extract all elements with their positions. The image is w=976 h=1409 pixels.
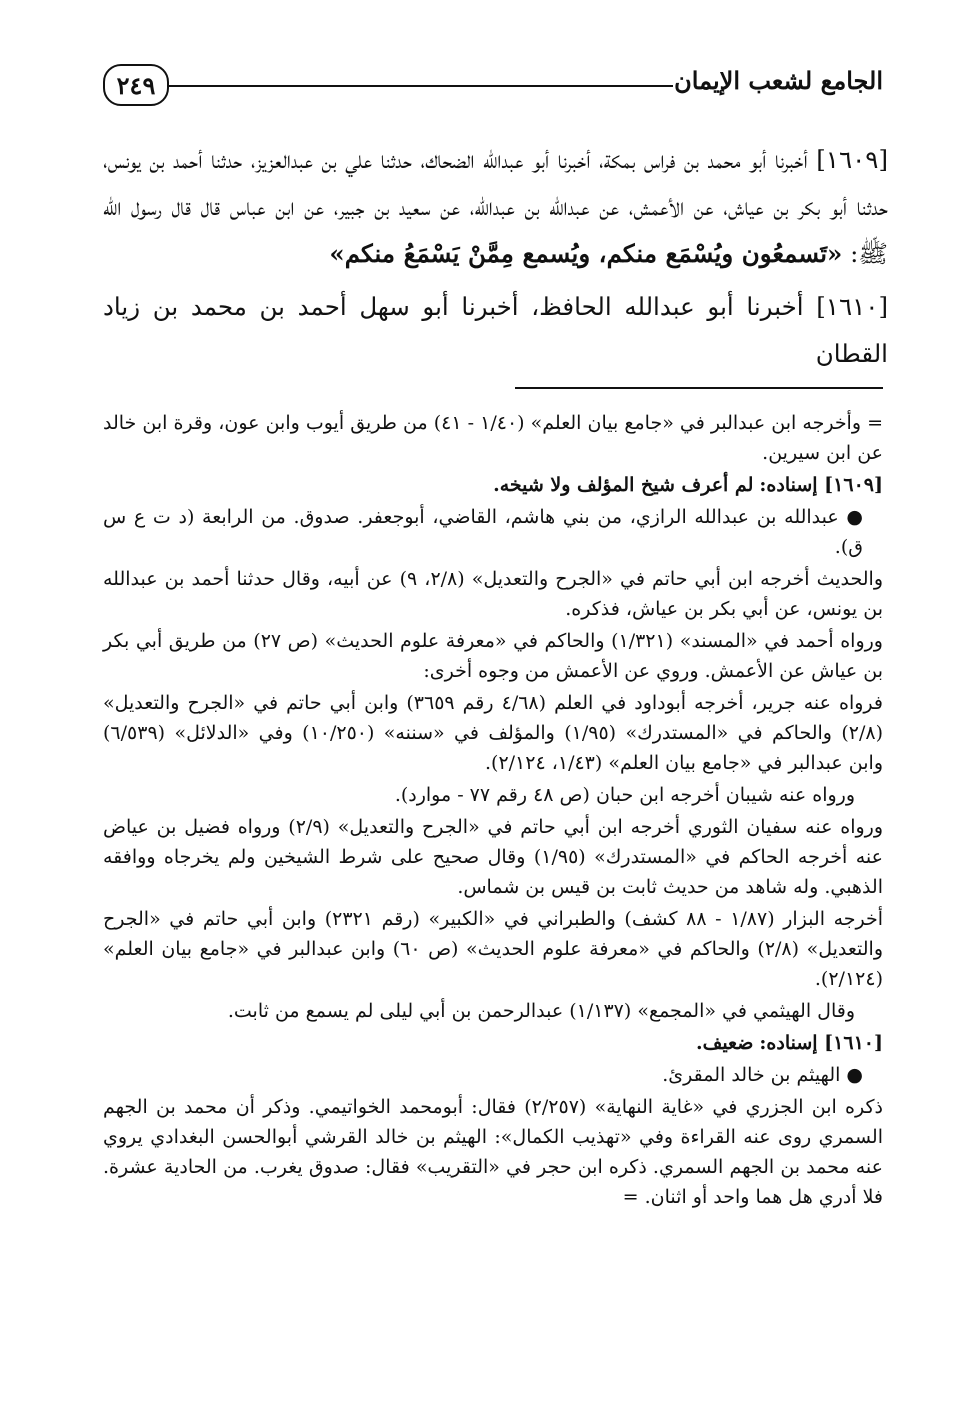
footnote-para-1: والحديث أخرجه ابن أبي حاتم في «الجرح والتعديل» (٢/٨، ٩) عن أبيه، وقال حدثنا أحمد بن عبدالله بن يونس، عن أبي بكر بن عياش، فذكره. <box>103 568 884 620</box>
footnote-1610-rawi: ● الهيثم بن خالد المقرئ. <box>662 1064 863 1086</box>
footnote-1610-heading <box>103 1028 883 1058</box>
entry-1609-hadith: «تَسمعُون ويُسْمَع منكم، ويُسمع مِمَّنْ يَسْمَعُ منكم» <box>329 239 843 268</box>
page-header <box>103 58 883 112</box>
header-rule <box>169 85 673 87</box>
footnote-para-6: أخرجه البزار (١/٨٧ - ٨٨ كشف) والطبراني في «الكبير» (رقم ٢٣٢١) وابن أبي حاتم في «الجرح والتعديل» (٢/٨) والحاكم في «معرفة علوم الحديث» (ص ٦٠) وابن عبدالبر في «جامع بيان العلم» (٢/١٢٤). <box>103 908 884 990</box>
footnote-para-7: وقال الهيثمي في «المجمع» (١/١٣٧) عبدالرحمن بن أبي ليلى لم يسمع من ثابت. <box>227 1000 855 1022</box>
footnotes <box>103 408 883 1214</box>
footnote-para-4: ورواه عنه شيبان أخرجه ابن حبان (ص ٤٨ رقم ٧٧ - موارد). <box>394 784 855 806</box>
entry-1610-text: [١٦١٠] أخبرنا أبو عبدالله الحافظ، أخبرنا أبو سهل أحمد بن محمد بن زياد القطان <box>103 292 888 368</box>
footnote-1609-heading <box>103 470 883 500</box>
footnote-1609-label: [١٦٠٩] إسناده: <box>759 474 883 496</box>
main-text <box>103 136 888 383</box>
entry-1609-text: [١٦٠٩] أخبرنا أبو محمد بن فراس بمكة، أخبرنا أبو عبدالله الضحاك، حدثنا علي بن عبدالعزيز، حدثنا أحمد بن يونس، حدثنا أبو بكر بن عياش، عن الأعمش، عن عبدالله بن عبدالله، عن سعيد بن جبير، عن ابن عباس قال قال رسول الله ﷺ: <box>103 145 889 268</box>
footnote-continuation: = وأخرجه ابن عبدالبر في «جامع بيان العلم» (١/٤٠ - ٤١) من طريق أيوب وابن عون، وقرة ابن خالد عن ابن سيرين. <box>103 412 884 464</box>
entry-1609 <box>103 136 888 277</box>
footnote-1609-rawi: ● عبدالله بن عبدالله الرازي، من بني هاشم، القاضي، أبوجعفر. صدوق. من الرابعة (د ت ع س ق). <box>103 506 863 558</box>
continuation-mark: = <box>622 1186 639 1208</box>
footnote-1609-verdict: لم أعرف شيخ المؤلف ولا شيخه. <box>493 474 754 496</box>
footnote-rule <box>515 387 883 389</box>
footnote-para-8-text: ذكره ابن الجزري في «غاية النهاية» (٢/٢٥٧) فقال: أبومحمد الخواتيمي. وذكر أن محمد بن الجهم السمري روى عنه القراءة وفي «تهذيب الكمال»: الهيثم بن خالد القرشي أبوالحسن البغدادي يروي عنه محمد بن الجهم السمري. ذكره ابن حجر في «التقريب» فقال: صدوق يغرب. من الحادية عشرة. فلا أدري هل هما واحد أو اثنان. <box>103 1096 883 1208</box>
footnote-para-3: فرواه عنه جرير، أخرجه أبوداود في العلم (٤/٦٨ رقم ٣٦٥٩) وابن أبي حاتم في «الجرح والتعديل» (٢/٨) والحاكم في «المستدرك» (١/٩٥) والمؤلف في «سننه» (١٠/٢٥٠) وفي «الدلائل» (٦/٥٣٩) وابن عبدالبر في «جامع بيان العلم» (١/٤٣، ٢/١٢٤). <box>103 692 883 774</box>
page-number: ٢٤٩ <box>103 64 169 106</box>
footnote-1610-verdict: ضعيف. <box>696 1032 754 1054</box>
running-title: الجامع لشعب الإيمان <box>674 66 883 95</box>
entry-1610 <box>103 283 888 377</box>
footnote-para-8 <box>103 1092 883 1212</box>
footnote-1610-label: [١٦١٠] إسناده: <box>759 1032 883 1054</box>
footnote-para-2: ورواه أحمد في «المسند» (١/٣٢١) والحاكم في «معرفة علوم الحديث» (ص ٢٧) من طريق أبي بكر بن عياش عن الأعمش. وروي عن الأعمش من وجوه أخرى: <box>103 630 883 682</box>
footnote-para-5: ورواه عنه سفيان الثوري أخرجه ابن أبي حاتم في «الجرح والتعديل» (٢/٩) ورواه فضيل بن عياض عنه أخرجه الحاكم في «المستدرك» (١/٩٥) وقال صحيح على شرط الشيخين ولم يخرجاه ووافقه الذهبي. وله شاهد من حديث ثابت بن قيس بن شماس. <box>103 816 884 898</box>
